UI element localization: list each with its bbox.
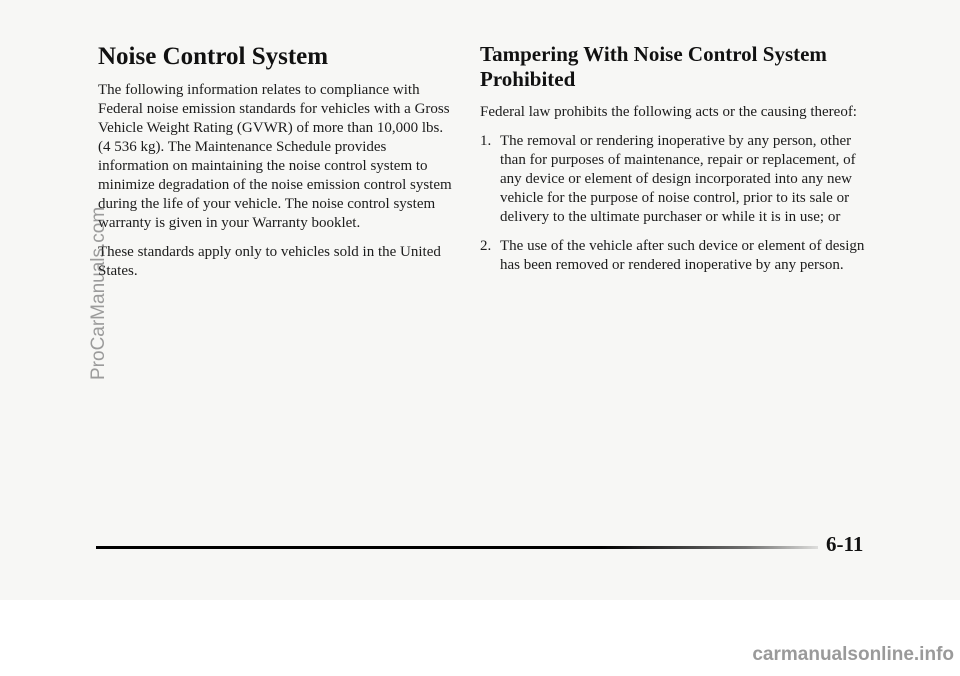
standards-paragraph: These standards apply only to vehicles sold in the United States. xyxy=(98,244,441,279)
federal-law-intro: Federal law prohibits the following acts or the causing thereof: xyxy=(480,104,857,120)
compliance-paragraph: The following information relates to compliance with Federal noise emission standards for vehicles with a Gross Vehicle Weight Rating (GVWR) of more than 10,000 lbs. (4 536 kg). The Maintenance Schedule provides information on maintaining the noise control system to minimize degradation of the noise emission control system during the life of your vehicle. The noise control system warranty is given in your Warranty booklet. xyxy=(98,82,452,231)
left-column xyxy=(98,42,454,281)
footer-rule xyxy=(96,546,818,549)
tampering-heading: Tampering With Noise Control System Prohibited xyxy=(480,42,827,91)
bottom-watermark: carmanualsonline.info xyxy=(752,644,954,665)
list-item-text: The use of the vehicle after such device or element of design has been removed or rendered inoperative by any person. xyxy=(500,238,865,273)
side-watermark: ProCarManuals.com xyxy=(88,206,109,380)
page-number: 6-11 xyxy=(826,532,864,556)
prohibited-acts-list xyxy=(480,132,872,275)
list-item-text: The removal or rendering inoperative by any person, other than for purposes of maintenance, repair or replacement, of any device or element of design incorporated into any new vehicle for the purpose of noise control, prior to its sale or delivery to the ultimate purchaser or while it is in use; or xyxy=(500,133,856,225)
right-column xyxy=(480,42,872,285)
list-item-number: 1. xyxy=(480,133,492,149)
noise-control-heading: Noise Control System xyxy=(98,43,329,70)
list-item xyxy=(480,237,872,275)
list-item-number: 2. xyxy=(480,238,492,254)
list-item xyxy=(480,132,872,227)
